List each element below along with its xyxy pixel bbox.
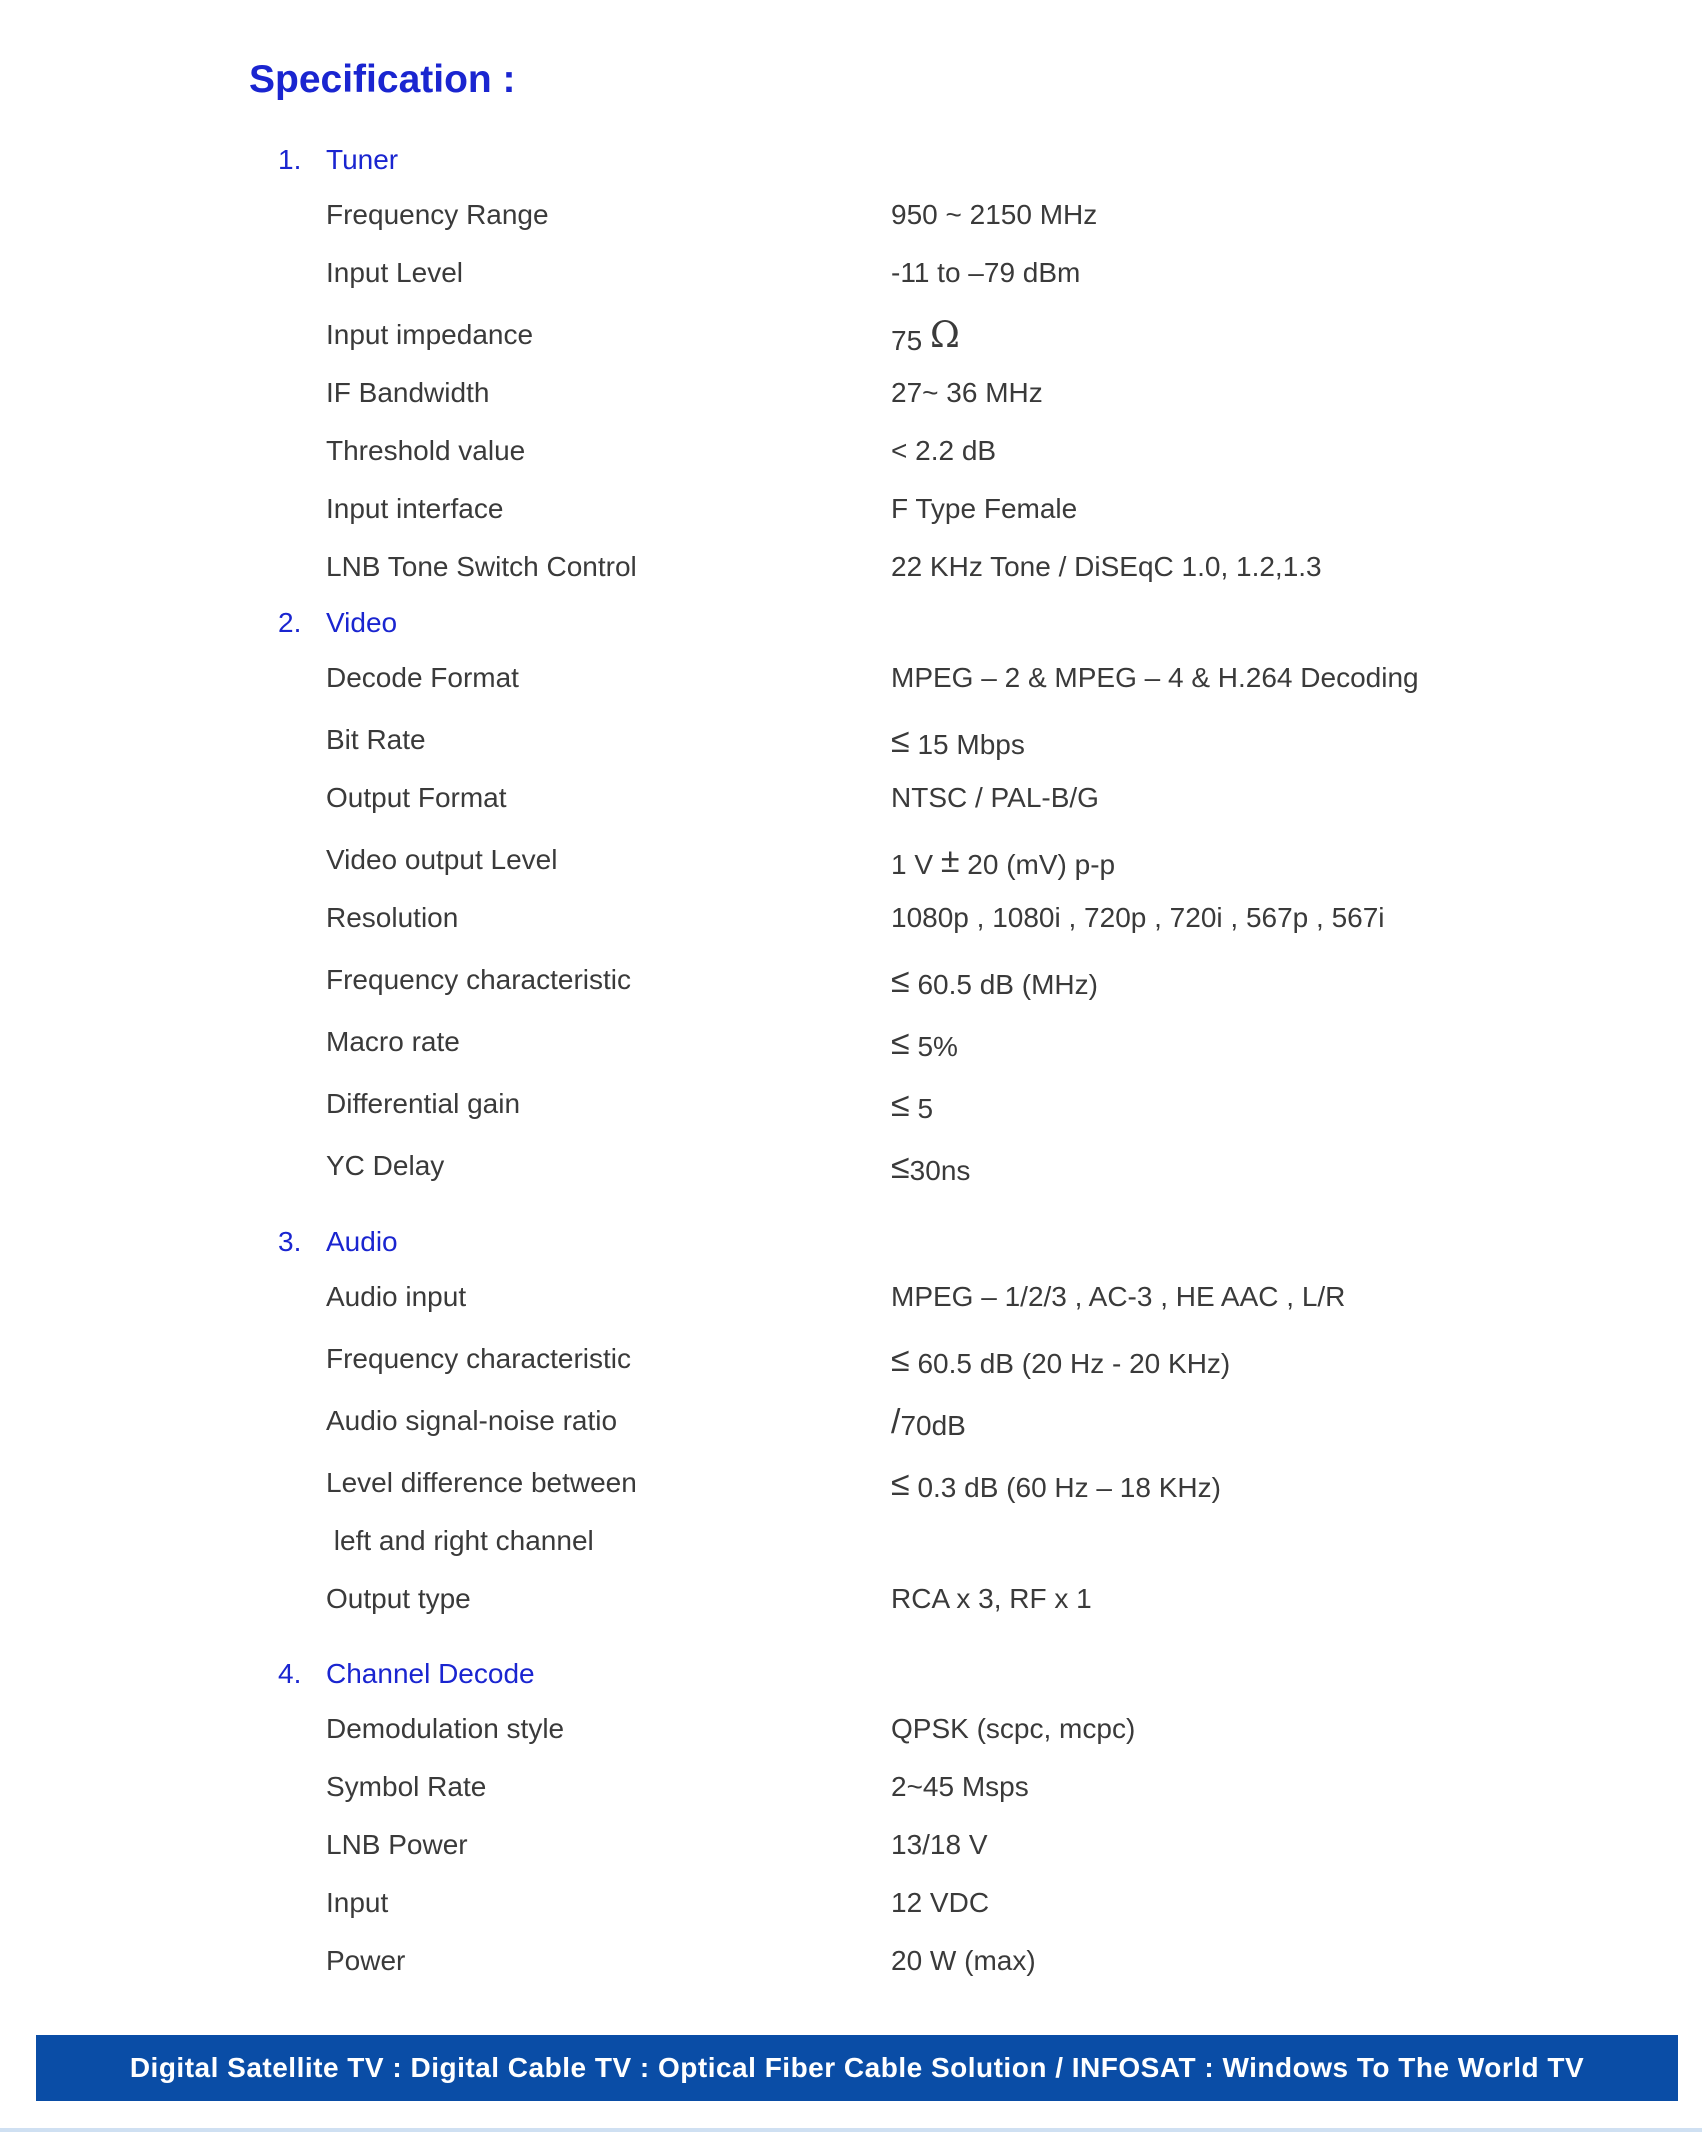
section-name: Tuner xyxy=(326,144,399,175)
spec-value: /70dB xyxy=(891,1403,966,1441)
spec-label: LNB Power xyxy=(326,1829,468,1860)
spec-value: MPEG – 1/2/3 , AC-3 , HE AAC , L/R xyxy=(891,1281,1346,1312)
spec-label: Input impedance xyxy=(326,319,534,350)
spec-value: 75 Ω xyxy=(891,315,960,356)
section-number: 3. xyxy=(278,1226,302,1257)
spec-label: Macro rate xyxy=(326,1026,460,1057)
spec-value: 2~45 Msps xyxy=(891,1771,1029,1802)
less-equal-symbol: ≤ xyxy=(891,1148,910,1186)
section-heading-audio xyxy=(278,1228,398,1256)
spec-label: Power xyxy=(326,1945,406,1976)
less-equal-symbol: ≤ xyxy=(891,1024,910,1062)
spec-value: QPSK (scpc, mcpc) xyxy=(891,1713,1136,1744)
spec-label: Frequency characteristic xyxy=(326,1343,632,1374)
spec-label: Symbol Rate xyxy=(326,1771,487,1802)
section-number: 1. xyxy=(278,144,302,175)
spec-value: 27~ 36 MHz xyxy=(891,377,1043,408)
section-number: 2. xyxy=(278,607,302,638)
spec-value: 12 VDC xyxy=(891,1887,990,1918)
spec-label: IF Bandwidth xyxy=(326,377,490,408)
spec-label: Input interface xyxy=(326,493,504,524)
spec-value: ≤ 5 xyxy=(891,1086,934,1124)
spec-value: ≤ 5% xyxy=(891,1024,958,1062)
section-heading-video xyxy=(278,609,397,637)
less-equal-symbol: ≤ xyxy=(891,1341,910,1379)
section-name: Audio xyxy=(326,1226,398,1257)
spec-label: Bit Rate xyxy=(326,724,426,755)
spec-value: MPEG – 2 & MPEG – 4 & H.264 Decoding xyxy=(891,662,1419,693)
spec-value: NTSC / PAL-B/G xyxy=(891,782,1099,813)
less-equal-symbol: ≤ xyxy=(891,722,910,760)
spec-label: Input xyxy=(326,1887,389,1918)
spec-value: ≤ 0.3 dB (60 Hz – 18 KHz) xyxy=(891,1465,1221,1503)
spec-value: 950 ~ 2150 MHz xyxy=(891,199,1098,230)
spec-label: Resolution xyxy=(326,902,459,933)
spec-label: Level difference between xyxy=(326,1467,637,1498)
section-name: Channel Decode xyxy=(326,1658,535,1689)
spec-label: LNB Tone Switch Control xyxy=(326,551,637,582)
spec-label: Demodulation style xyxy=(326,1713,565,1744)
spec-label: YC Delay xyxy=(326,1150,445,1181)
slash-symbol: / xyxy=(891,1403,901,1441)
less-equal-symbol: ≤ xyxy=(891,1465,910,1503)
section-heading-channel-decode xyxy=(278,1660,535,1688)
spec-label: Frequency Range xyxy=(326,199,549,230)
spec-label: Audio input xyxy=(326,1281,467,1312)
spec-value: ≤ 60.5 dB (20 Hz - 20 KHz) xyxy=(891,1341,1231,1379)
spec-value: 13/18 V xyxy=(891,1829,988,1860)
less-equal-symbol: ≤ xyxy=(891,962,910,1000)
spec-label: Output type xyxy=(326,1583,471,1614)
spec-label: Input Level xyxy=(326,257,463,288)
footer-banner: Digital Satellite TV : Digital Cable TV : Optical Fiber Cable Solution / INFOSAT : Windows To The World TV xyxy=(36,2035,1678,2101)
spec-value: 20 W (max) xyxy=(891,1945,1036,1976)
spec-value: ≤30ns xyxy=(891,1148,971,1186)
spec-label: Frequency characteristic xyxy=(326,964,632,995)
less-equal-symbol: ≤ xyxy=(891,1086,910,1124)
spec-value: -11 to –79 dBm xyxy=(891,257,1081,288)
spec-label: Audio signal-noise ratio xyxy=(326,1405,618,1436)
spec-label: Threshold value xyxy=(326,435,526,466)
spec-value: RCA x 3, RF x 1 xyxy=(891,1583,1092,1614)
spec-value: 1080p , 1080i , 720p , 720i , 567p , 567i xyxy=(891,902,1385,933)
spec-label: left and right channel xyxy=(326,1525,594,1556)
spec-label: Differential gain xyxy=(326,1088,521,1119)
section-name: Video xyxy=(326,607,398,638)
spec-value: 22 KHz Tone / DiSEqC 1.0, 1.2,1.3 xyxy=(891,551,1322,582)
section-heading-tuner xyxy=(278,146,398,174)
spec-value: 1 V ± 20 (mV) p-p xyxy=(891,842,1116,880)
spec-label: Output Format xyxy=(326,782,507,813)
spec-value: ≤ 15 Mbps xyxy=(891,722,1025,760)
spec-value: ≤ 60.5 dB (MHz) xyxy=(891,962,1098,1000)
ohm-symbol: Ω xyxy=(929,315,960,356)
bottom-rule xyxy=(0,2128,1702,2132)
spec-value: F Type Female xyxy=(891,493,1078,524)
section-number: 4. xyxy=(278,1658,302,1689)
page-title: Specification : xyxy=(249,58,516,101)
spec-value: < 2.2 dB xyxy=(891,435,997,466)
plus-minus-symbol: ± xyxy=(940,842,960,880)
spec-label: Video output Level xyxy=(326,844,558,875)
spec-label: Decode Format xyxy=(326,662,519,693)
